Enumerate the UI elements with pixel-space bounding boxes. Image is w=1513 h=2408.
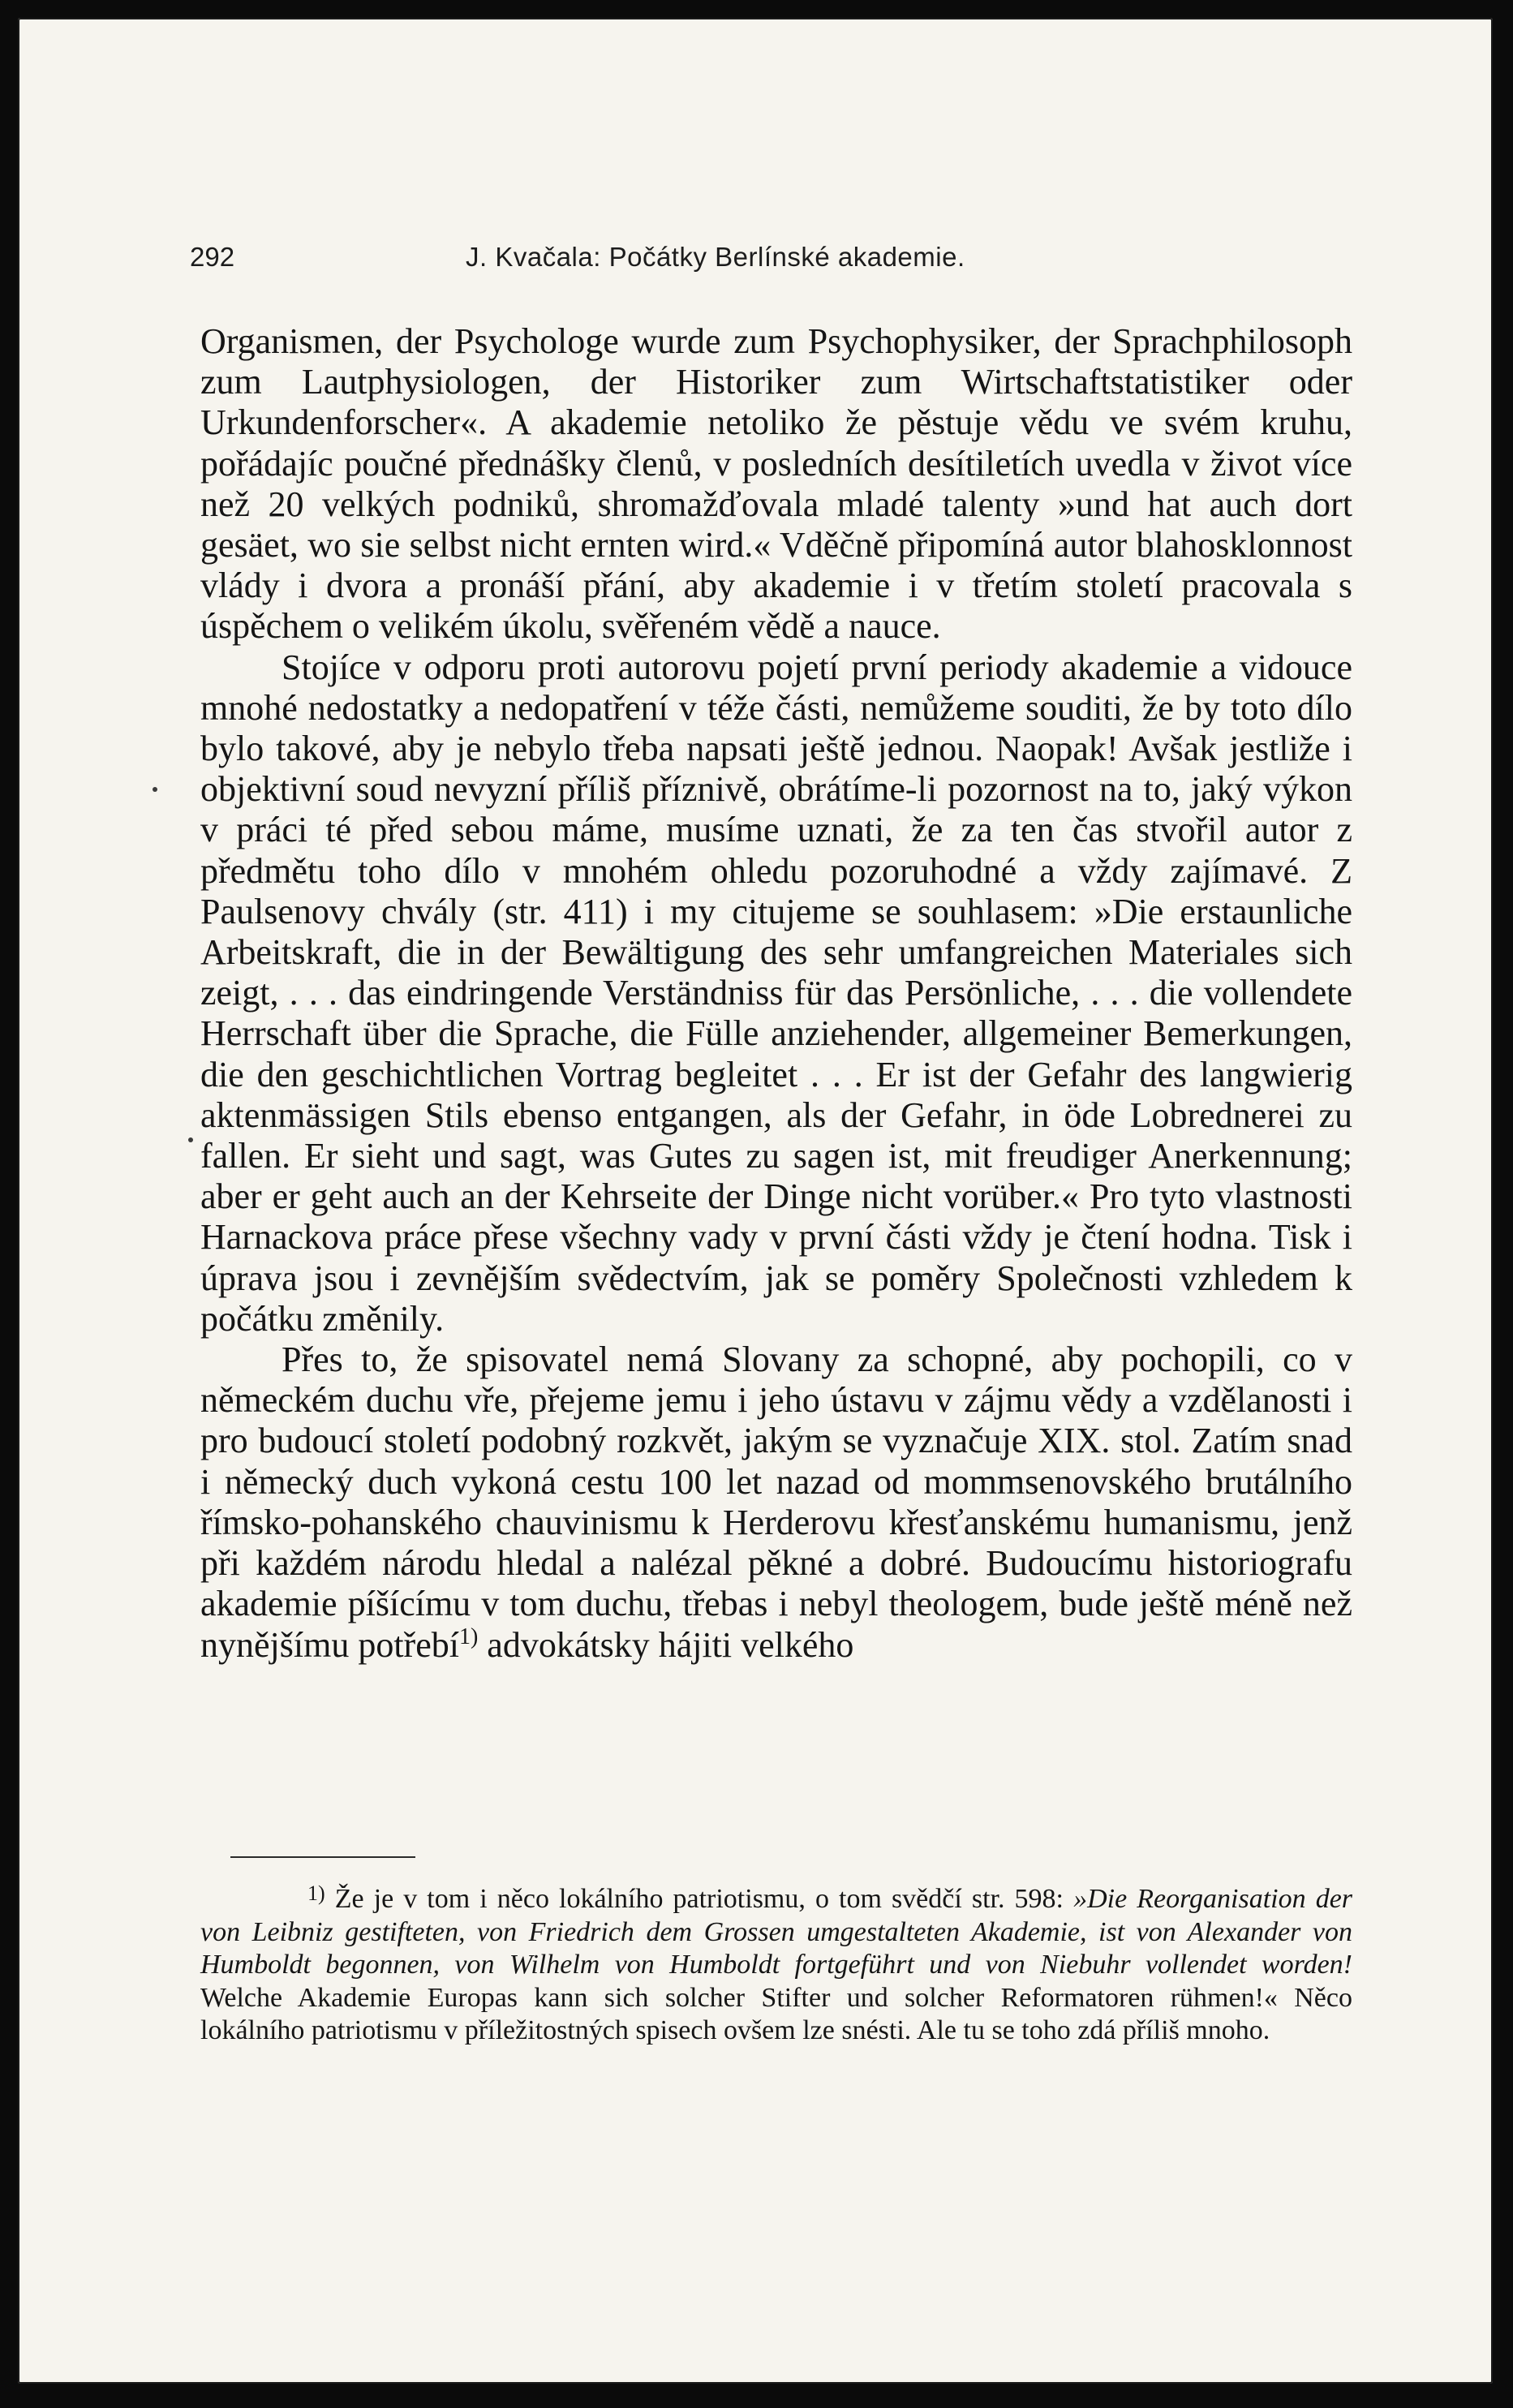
paragraph-3-text: Přes to, že spisovatel nemá Slovany za schopné, aby pochopili, co v německém duchu vře, přejeme jemu i jeho ústavu v zájmu vědy a vzdělanosti i pro budoucí století podobný rozkvět, jakým se vyznačuje XIX. stol. Zatím snad i německý duch vykoná cestu 100 let nazad od mommsenovského brutálního římsko-pohanského chauvinismu k Herderovu křesťanskému humanismu, jenž při každém národu hledal a nalézal pěkné a dobré. Budoucímu historiografu akademie píšícímu v tom duchu, třebas i nebyl theologem, bude ještě méně než nynějšímu potřebí [200,1339,1352,1665]
footnote-quote-italic: »Die Reorganisation der von Leibniz gestifteten, von Friedrich dem Grossen umgestalteten Akademie, ist von Alexander von Humboldt begonnen, von Wilhelm von Humboldt fortgeführt und von Niebuhr vollendet worden! [200,1884,1353,1980]
running-title: J. Kvačala: Počátky Berlínské akademie. [466,242,965,272]
footnote-divider [230,1856,415,1858]
footnote-intro: Že je v tom i něco lokálního patriotismu, o tom svědčí str. 598: [325,1884,1074,1914]
scanned-page [18,18,1493,2384]
scan-speck [188,1137,193,1142]
scan-speck [153,787,157,792]
footnote-marker: 1) [307,1881,325,1905]
paragraph-3-tail: advokátsky hájiti velkého [478,1624,854,1665]
footnote [200,1877,1352,2048]
page-number: 292 [190,242,235,272]
paragraph-3 [200,1339,1352,1666]
footnote-quote-roman: Welche Akademie Europas kann sich solcher Stifter und solcher Reformatoren rühmen!« [200,1982,1278,2013]
paragraph-1: Organismen, der Psychologe wurde zum Psychophysiker, der Sprachphilosoph zum Lautphysiologen, der Historiker zum Wirtschaftstatistiker oder Urkundenforscher«. A akademie netoliko že pěstuje vědu ve svém kruhu, pořádajíc poučné přednášky členů, v posledních desítiletích uvedla v život více než 20 velkých podniků, shromažďovala mladé talenty »und hat auch dort gesäet, wo sie selbst nicht ernten wird.« Vděčně připomíná autor blahosklonnost vlády i dvora a pronáší přání, aby akademie i v třetím století pracovala s úspěchem o velikém úkolu, svěřeném vědě a nauce. [200,321,1352,647]
footnote-closing: Něco lokálního patriotismu v příležitostných spisech ovšem lze snésti. Ale tu se toho zdá příliš mnoho. [200,1982,1352,2046]
page-header [190,234,1358,282]
paragraph-2: Stojíce v odporu proti autorovu pojetí první periody akademie a vidouce mnohé nedostatky a nedopatření v téže části, nemůžeme souditi, že by toto dílo bylo takové, aby je nebylo třeba napsati ještě jednou. Naopak! Avšak jestliže i objektivní soud nevyzní příliš příznivě, obrátíme-li pozornost na to, jaký výkon v práci té před sebou máme, musíme uznati, že za ten čas stvořil autor z předmětu toho dílo v mnohém ohledu pozoruhodné a vždy zajímavé. Z Paulsenovy chvály (str. 411) i my citujeme se souhlasem: »Die erstaunliche Arbeitskraft, die in der Bewältigung des sehr umfangreichen Materiales sich zeigt, . . . das eindringende Verständniss für das Persönliche, . . . die vollendete Herrschaft über die Sprache, die Fülle anziehender, allgemeiner Bemerkungen, die den geschichtlichen Vortrag begleitet . . . Er ist der Gefahr des langwierig aktenmässigen Stils ebenso entgangen, als der Gefahr, in öde Lobrednerei zu fallen. Er sieht und sagt, was Gutes zu sagen ist, mit freudiger Anerkennung; aber er geht auch an der Kehrseite der Dinge nicht vorüber.« Pro tyto vlastnosti Harnackova práce přese všechny vady v první části vždy je čtení hodna. Tisk i úprava jsou i zevnějším svědectvím, jak se poměry Společnosti vzhledem k počátku změnily. [200,647,1352,1339]
main-text [200,321,1352,1666]
footnote-reference[interactable]: 1) [458,1623,479,1649]
